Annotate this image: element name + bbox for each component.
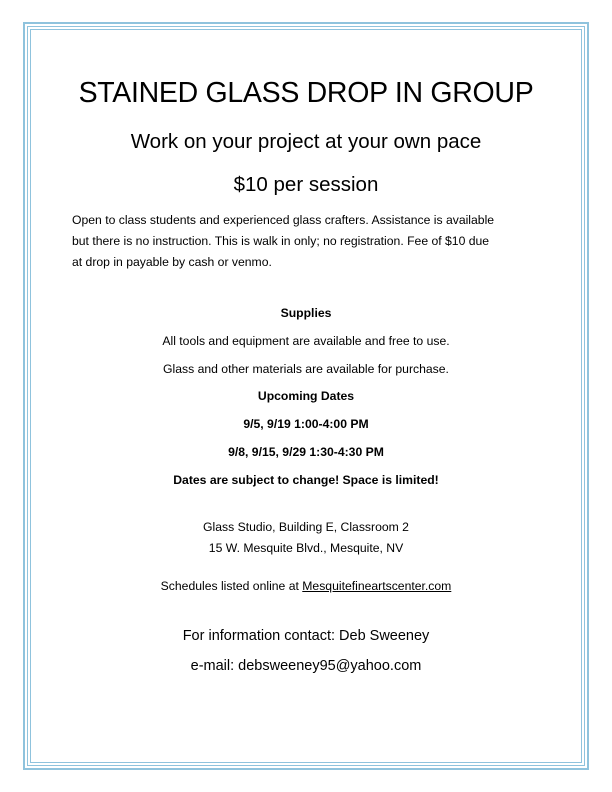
flyer-title: STAINED GLASS DROP IN GROUP [78, 77, 534, 109]
email-line: e-mail: debsweeney95@yahoo.com [190, 658, 422, 674]
dates-heading: Upcoming Dates [257, 389, 355, 403]
flyer-subtitle: Work on your project at your own pace [130, 130, 482, 153]
schedule-website-link[interactable]: Mesquitefineartscenter.com [302, 579, 452, 593]
supplies-heading: Supplies [280, 306, 332, 320]
intro-paragraph [72, 210, 547, 273]
session-price: $10 per session [233, 173, 379, 196]
dates-line-1: 9/5, 9/19 1:00-4:00 PM [243, 417, 369, 431]
intro-line-3: at drop in payable by cash or venmo. [72, 255, 272, 269]
intro-line-2: but there is no instruction. This is walk in only; no registration. Fee of $10 due [72, 234, 490, 248]
intro-line-1: Open to class students and experienced glass crafters. Assistance is available [72, 213, 495, 227]
schedule-prefix: Schedules listed online at [160, 579, 303, 593]
contact-line: For information contact: Deb Sweeney [182, 628, 430, 644]
supplies-line-tools: All tools and equipment are available and free to use. [162, 334, 450, 348]
schedule-line [0, 579, 612, 593]
location-line-2: 15 W. Mesquite Blvd., Mesquite, NV [208, 541, 404, 555]
dates-line-2: 9/8, 9/15, 9/29 1:30-4:30 PM [228, 445, 384, 459]
supplies-line-glass: Glass and other materials are available for purchase. [163, 362, 449, 376]
location-line-1: Glass Studio, Building E, Classroom 2 [203, 520, 409, 534]
dates-notice: Dates are subject to change! Space is limited! [173, 473, 439, 487]
